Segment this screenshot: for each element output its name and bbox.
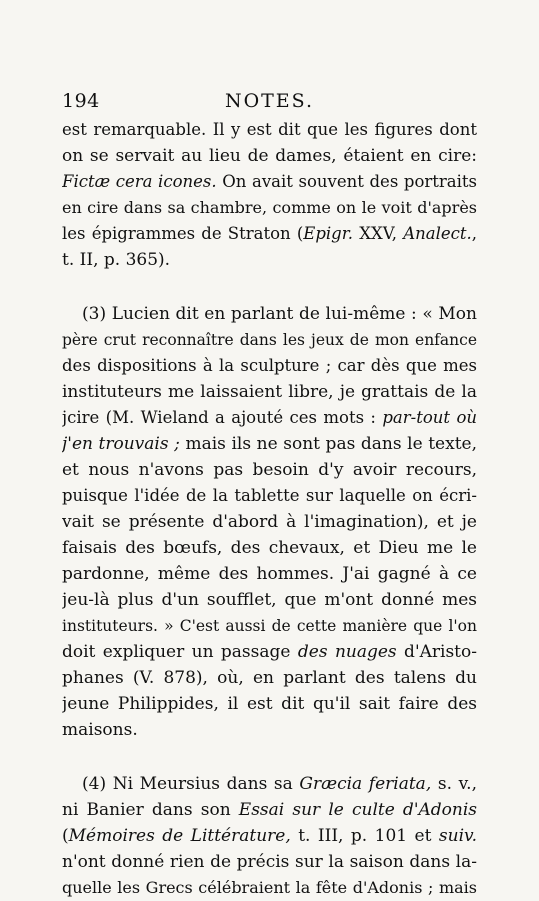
text-line: doit expliquer un passage des nuages d'Aristo- bbox=[62, 642, 477, 662]
text-line: (Mémoires de Littérature, t. III, p. 101 et suiv. bbox=[62, 826, 477, 846]
text-line: jcire (M. Wieland a ajouté ces mots : par-tout où bbox=[62, 408, 477, 427]
text-line: pardonne, même des hommes. J'ai gagné à ce bbox=[62, 564, 477, 584]
text-line: Fictæ cera icones. On avait souvent des portraits bbox=[62, 172, 477, 191]
text-line: et nous n'avons pas besoin d'y avoir recours, bbox=[62, 460, 477, 480]
text-line: en cire dans sa chambre, comme on le voit d'après bbox=[62, 198, 477, 217]
text-line: instituteurs. » C'est aussi de cette manière que l'on bbox=[62, 617, 477, 635]
text-line: jeune Philippides, il est dit qu'il sait faire des bbox=[62, 694, 477, 714]
text-line: t. II, p. 365). bbox=[62, 250, 171, 270]
running-head: NOTES. bbox=[224, 90, 315, 112]
text-line: puisque l'idée de la tablette sur laquelle on écri- bbox=[62, 486, 477, 505]
text-line: ni Banier dans son Essai sur le culte d'Adonis bbox=[62, 800, 477, 820]
text-line: on se servait au lieu de dames, étaient en cire: bbox=[62, 146, 477, 166]
text-line: vait se présente d'abord à l'imagination), et je bbox=[62, 512, 477, 532]
text-line: phanes (V. 878), où, en parlant des talens du bbox=[62, 668, 477, 688]
text-line: n'ont donné rien de précis sur la saison dans la- bbox=[62, 852, 477, 872]
note-4-start: (4) Ni Meursius dans sa Græcia feriata, s. v., bbox=[82, 774, 477, 794]
text-line: faisais des bœufs, des chevaux, et Dieu me le bbox=[62, 538, 477, 558]
page-number: 194 bbox=[62, 90, 100, 112]
text-line: les épigrammes de Straton (Epigr. XXV, Analect., bbox=[62, 224, 477, 243]
notes-text bbox=[62, 117, 477, 901]
text-line: instituteurs me laissaient libre, je grattais de la bbox=[62, 382, 477, 402]
note-3-start: (3) Lucien dit en parlant de lui-même : « Mon bbox=[82, 304, 477, 324]
page-header bbox=[62, 90, 477, 114]
text-line: maisons. bbox=[62, 720, 138, 740]
text-line: j'en trouvais ; mais ils ne sont pas dans le texte, bbox=[62, 434, 477, 454]
text-line: jeu-là plus d'un soufflet, que m'ont donné mes bbox=[62, 590, 477, 610]
text-line: quelle les Grecs célébraient la fête d'Adonis ; mais bbox=[62, 878, 477, 897]
text-line: est remarquable. Il y est dit que les figures dont bbox=[62, 120, 477, 139]
text-line: des dispositions à la sculpture ; car dès que mes bbox=[62, 356, 477, 375]
text-line: père crut reconnaître dans les jeux de mon enfance bbox=[62, 331, 477, 349]
